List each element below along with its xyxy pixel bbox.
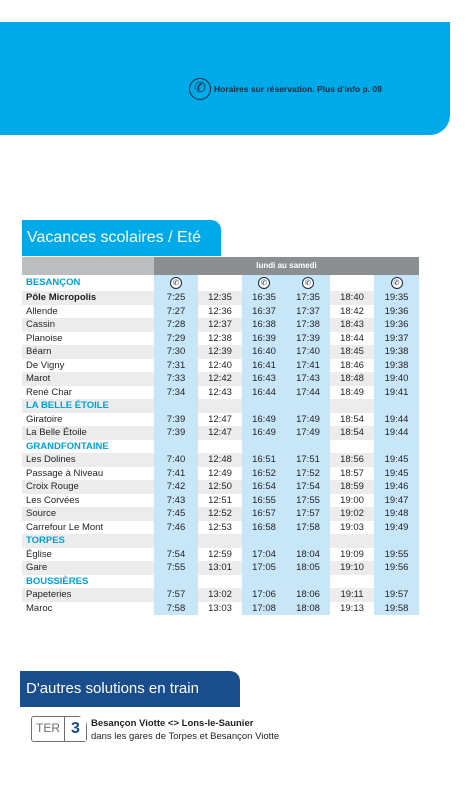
departure-time: 7:54 — [154, 548, 198, 562]
departure-time: 12:52 — [198, 507, 242, 521]
phone-icon: ✆ — [170, 277, 182, 289]
stop-name: Maroc — [26, 602, 53, 614]
departure-time: 12:37 — [198, 318, 242, 332]
departure-time: 19:10 — [330, 561, 374, 575]
stop-row — [22, 521, 419, 535]
other-solutions-title: D'autres solutions en train — [20, 671, 240, 707]
departure-time: 17:55 — [286, 494, 330, 508]
stop-row — [22, 332, 419, 346]
departure-time: 18:49 — [340, 386, 364, 398]
stop-name: Planoise — [26, 332, 63, 344]
stop-name: Pôle Micropolis — [22, 291, 154, 305]
phone-icon: ✆ — [258, 277, 270, 289]
departure-time: 17:37 — [286, 305, 330, 319]
departure-time: 19:38 — [374, 359, 419, 373]
departure-time — [374, 399, 419, 413]
departure-time: 16:49 — [242, 413, 286, 427]
departure-time: 7:46 — [154, 521, 198, 535]
section-title: Vacances scolaires / Eté — [22, 220, 221, 256]
departure-time: 17:04 — [242, 548, 286, 562]
stop-row — [22, 372, 419, 386]
departure-time: 18:54 — [340, 413, 364, 425]
stop-row — [22, 318, 419, 332]
departure-time: 18:46 — [340, 359, 364, 371]
stop-row — [22, 426, 419, 440]
departure-time: 16:54 — [242, 480, 286, 494]
departure-time: 18:57 — [340, 467, 364, 479]
stop-row — [22, 467, 419, 481]
departure-time — [242, 575, 286, 589]
departure-time: 12:49 — [208, 467, 232, 479]
departure-time — [198, 399, 242, 413]
departure-time: 18:40 — [330, 291, 374, 305]
departure-time: 19:58 — [374, 602, 419, 616]
departure-time — [286, 440, 330, 454]
departure-time: 7:58 — [154, 602, 198, 616]
departure-time: 17:08 — [242, 602, 286, 616]
departure-time: 17:44 — [286, 386, 330, 400]
departure-time: 16:44 — [242, 386, 286, 400]
stop-name: Marot — [22, 372, 154, 386]
departure-time: 12:39 — [198, 345, 242, 359]
departure-time: 19:47 — [374, 494, 419, 508]
departure-time — [154, 534, 198, 548]
departure-time: 7:40 — [154, 453, 198, 467]
stop-row — [22, 453, 419, 467]
departure-time: 19:40 — [374, 372, 419, 386]
departure-time: 18:05 — [286, 561, 330, 575]
departure-time — [286, 534, 330, 548]
departure-time — [330, 575, 374, 589]
reservation-cell — [330, 275, 374, 291]
departure-time — [242, 440, 286, 454]
departure-time: 19:13 — [340, 602, 364, 614]
departure-time: 19:56 — [374, 561, 419, 575]
departure-time: 17:43 — [286, 372, 330, 386]
stop-name: Béarn — [22, 345, 154, 359]
departure-time: 19:46 — [374, 480, 419, 494]
departure-time: 19:11 — [330, 588, 374, 602]
stop-row — [22, 359, 419, 373]
departure-time: 18:59 — [330, 480, 374, 494]
departure-time: 13:03 — [208, 602, 232, 614]
departure-time: 7:39 — [154, 426, 198, 440]
stop-name: René Char — [26, 386, 72, 398]
departure-time: 7:34 — [154, 386, 198, 400]
town-name: TORPES — [22, 534, 154, 548]
departure-time: 17:41 — [286, 359, 330, 373]
departure-time: 17:06 — [242, 588, 286, 602]
departure-time — [154, 399, 198, 413]
departure-time: 7:55 — [154, 561, 198, 575]
departure-time: 19:36 — [374, 305, 419, 319]
phone-icon: ✆ — [391, 277, 403, 289]
departure-time: 18:48 — [330, 372, 374, 386]
stop-name: La Belle Étoile — [22, 426, 154, 440]
departure-time — [374, 440, 419, 454]
train-route: Besançon Viotte <> Lons-le-Saunier — [91, 718, 254, 729]
departure-time: 12:47 — [198, 426, 242, 440]
departure-time: 12:50 — [198, 480, 242, 494]
timetable — [22, 257, 419, 615]
departure-time: 19:38 — [374, 345, 419, 359]
departure-time: 7:42 — [154, 480, 198, 494]
town-row — [22, 440, 419, 454]
departure-time: 19:44 — [374, 426, 419, 440]
stop-name: Croix Rouge — [22, 480, 154, 494]
departure-time: 12:40 — [208, 359, 232, 371]
reservation-cell — [242, 275, 286, 291]
departure-time: 16:41 — [242, 359, 286, 373]
departure-time: 7:30 — [154, 345, 198, 359]
departure-time: 18:56 — [330, 453, 374, 467]
stop-row — [22, 305, 419, 319]
departure-time: 17:49 — [286, 426, 330, 440]
town-name: LA BELLE ÉTOILE — [22, 399, 154, 413]
departure-time: 13:02 — [198, 588, 242, 602]
departure-time: 12:47 — [208, 413, 232, 425]
departure-time: 19:03 — [340, 521, 364, 533]
stop-row — [22, 507, 419, 521]
departure-time: 17:52 — [286, 467, 330, 481]
ter-badge — [31, 716, 87, 742]
departure-time: 7:39 — [154, 413, 198, 427]
stop-row — [22, 548, 419, 562]
departure-time: 17:57 — [286, 507, 330, 521]
town-row — [22, 575, 419, 589]
town-name: BOUSSIÈRES — [26, 575, 89, 587]
departure-time: 7:45 — [154, 507, 198, 521]
departure-time: 16:58 — [242, 521, 286, 535]
stop-row — [22, 588, 419, 602]
departure-time: 19:49 — [374, 521, 419, 535]
departure-time: 17:49 — [286, 413, 330, 427]
departure-time: 17:40 — [286, 345, 330, 359]
ter-line-number: 3 — [64, 717, 86, 741]
departure-time: 12:38 — [208, 332, 232, 344]
departure-time: 17:38 — [286, 318, 330, 332]
departure-time: 12:59 — [208, 548, 232, 560]
departure-time: 19:57 — [374, 588, 419, 602]
phone-icon: ✆ — [189, 78, 211, 100]
stop-name: Cassin — [22, 318, 154, 332]
stop-row — [22, 602, 419, 616]
departure-time: 17:39 — [286, 332, 330, 346]
departure-time: 18:04 — [286, 548, 330, 562]
departure-time — [330, 440, 374, 454]
stop-name: Carrefour Le Mont — [26, 521, 104, 533]
departure-time: 7:43 — [154, 494, 198, 508]
departure-time: 12:36 — [208, 305, 232, 317]
departure-time — [374, 534, 419, 548]
train-description: dans les gares de Torpes et Besançon Viotte — [91, 731, 280, 742]
departure-time: 19:45 — [374, 467, 419, 481]
period-header: lundi au samedi — [154, 257, 419, 275]
departure-time: 7:27 — [154, 305, 198, 319]
departure-time: 7:41 — [154, 467, 198, 481]
departure-time: 7:28 — [154, 318, 198, 332]
departure-time: 18:43 — [330, 318, 374, 332]
departure-time: 17:51 — [286, 453, 330, 467]
stop-name: Allende — [26, 305, 58, 317]
departure-time: 17:54 — [286, 480, 330, 494]
departure-time: 7:31 — [154, 359, 198, 373]
departure-time: 16:43 — [242, 372, 286, 386]
reservation-note — [189, 78, 382, 100]
departure-time: 16:35 — [242, 291, 286, 305]
departure-time: 17:58 — [286, 521, 330, 535]
stop-name: De Vigny — [26, 359, 65, 371]
departure-time: 16:38 — [242, 318, 286, 332]
stop-row — [22, 413, 419, 427]
departure-time: 7:57 — [154, 588, 198, 602]
departure-time: 18:45 — [330, 345, 374, 359]
timetable-body — [22, 275, 419, 615]
departure-time — [154, 440, 198, 454]
reservation-cell — [286, 275, 330, 291]
departure-time — [330, 534, 374, 548]
town-name: BESANÇON — [26, 277, 81, 288]
departure-time: 12:42 — [198, 372, 242, 386]
stop-row — [22, 386, 419, 400]
stop-row — [22, 291, 419, 305]
departure-time: 16:55 — [242, 494, 286, 508]
reservation-note-text: Horaires sur réservation. Plus d'info p. 09 — [214, 84, 382, 94]
departure-time: 12:53 — [208, 521, 232, 533]
departure-time: 19:35 — [374, 291, 419, 305]
stop-name: Papeteries — [22, 588, 154, 602]
departure-time — [242, 534, 286, 548]
departure-time: 7:25 — [154, 291, 198, 305]
stop-row — [22, 480, 419, 494]
town-row — [22, 399, 419, 413]
departure-time — [286, 575, 330, 589]
train-info — [91, 717, 279, 743]
departure-time: 18:06 — [286, 588, 330, 602]
departure-time: 7:33 — [154, 372, 198, 386]
departure-time — [198, 534, 242, 548]
departure-time: 17:05 — [242, 561, 286, 575]
departure-time: 18:44 — [340, 332, 364, 344]
departure-time: 12:43 — [208, 386, 232, 398]
reservation-cell — [374, 275, 419, 291]
departure-time: 19:09 — [340, 548, 364, 560]
stop-name: Passage à Niveau — [26, 467, 104, 479]
departure-time — [154, 575, 198, 589]
reservation-cell — [198, 275, 242, 291]
town-row — [22, 534, 419, 548]
departure-time: 19:00 — [340, 494, 364, 506]
timetable-header-blank — [22, 257, 154, 275]
departure-time: 16:52 — [242, 467, 286, 481]
stop-name: Gare — [22, 561, 154, 575]
departure-time — [286, 399, 330, 413]
departure-time: 19:41 — [374, 386, 419, 400]
departure-time: 18:08 — [286, 602, 330, 616]
departure-time: 12:51 — [208, 494, 232, 506]
departure-time: 7:29 — [154, 332, 198, 346]
departure-time: 13:01 — [198, 561, 242, 575]
stop-name: Giratoire — [26, 413, 63, 425]
departure-time: 16:39 — [242, 332, 286, 346]
departure-time: 19:55 — [374, 548, 419, 562]
departure-time: 18:42 — [340, 305, 364, 317]
departure-time: 19:44 — [374, 413, 419, 427]
stop-name: Source — [22, 507, 154, 521]
departure-time: 19:02 — [330, 507, 374, 521]
stop-row — [22, 345, 419, 359]
departure-time: 12:35 — [198, 291, 242, 305]
departure-time: 16:49 — [242, 426, 286, 440]
departure-time: 16:40 — [242, 345, 286, 359]
departure-time: 16:37 — [242, 305, 286, 319]
departure-time: 12:48 — [198, 453, 242, 467]
departure-time: 17:35 — [286, 291, 330, 305]
departure-time: 16:51 — [242, 453, 286, 467]
departure-time — [242, 399, 286, 413]
reservation-cell — [154, 275, 198, 291]
stop-row — [22, 494, 419, 508]
departure-time — [330, 399, 374, 413]
departure-time: 19:48 — [374, 507, 419, 521]
phone-icon: ✆ — [302, 277, 314, 289]
departure-time — [198, 575, 242, 589]
departure-time: 19:45 — [374, 453, 419, 467]
departure-time: 19:37 — [374, 332, 419, 346]
stop-row — [22, 561, 419, 575]
stop-name: Église — [26, 548, 52, 560]
town-name: GRANDFONTAINE — [26, 440, 109, 452]
stop-name: Les Corvées — [26, 494, 80, 506]
stop-name: Les Dolines — [22, 453, 154, 467]
ter-label: TER — [36, 721, 60, 735]
departure-time: 16:57 — [242, 507, 286, 521]
departure-time — [198, 440, 242, 454]
departure-time — [374, 575, 419, 589]
departure-time: 18:54 — [330, 426, 374, 440]
town-row — [22, 275, 419, 291]
departure-time: 19:36 — [374, 318, 419, 332]
